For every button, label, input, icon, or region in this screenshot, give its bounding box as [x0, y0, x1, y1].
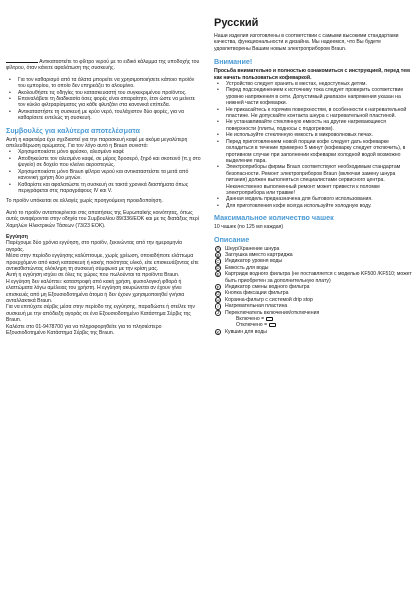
switch-on-line: Включено = — [214, 316, 412, 322]
list-item: K Кувшин для воды — [214, 329, 412, 335]
warranty-paragraph: Καλέστε στο 01-9478700 για να πληροφορηθείτε για το πλησιέστερο Εξουσιοδοτημένο Κατάστημα Σέρβις της Braun. — [6, 323, 162, 337]
ce-compliance-paragraph: Αυτό το προϊόν ανταποκρίνεται στις απαιτήσεις της Ευρωπαϊκής κοινότητας, όπως αυτές αναφέρονται στην οδηγία του Συμβουλίου 89/336/EOK και με τις διατάξεις περί Χαμηλών Ηλεκτρικών Τάσεων (73/23 EOK). — [6, 209, 199, 229]
letter-badge: G — [216, 291, 220, 297]
letter-badge: B — [216, 252, 220, 258]
attention-text: Просьба внимательно и полностью ознакомиться с инструкцией, перед тем как начать пользоваться кофеваркой. — [214, 68, 410, 81]
letter-badge: C — [216, 259, 220, 265]
letter-badge: I — [214, 303, 222, 309]
list-item: • Для приготовления кофе всегда используйте холодную воду. — [214, 203, 412, 209]
switch-on-icon — [266, 317, 273, 321]
underline-blank — [6, 58, 38, 63]
letter-badge: H — [216, 297, 220, 303]
list-item: • Αντικαταστήστε τη συσκευή με κρύο νερό, τουλάχιστον δύο φορές, για να καθαρίσετε εντελώς τη συσκευή. — [6, 109, 201, 122]
warranty-paragraph: Για να επιτύχετε σέρβις μέσα στην περίοδο της εγγύησης, παραδώστε ή στείλτε την συσκευή με την απόδειξη αγοράς σε ένα Εξουσιοδοτημένο Κατάστημα Σέρβις της Braun. — [6, 304, 195, 324]
list-item: A Шнур/Хранение шнура — [214, 246, 412, 252]
letter-badge: F — [216, 284, 220, 290]
filter-intro: Αντικαταστείτε το φίλτρο νερού με το ειδικό κάλυμμα της υποδοχής του φίλτρου, όταν κάνετε αφαλάτωση της συσκευής. — [6, 59, 200, 72]
notice-paragraph: Το προϊόν υπόκειται σε αλλαγές χωρίς προηγούμενη προειδοποίηση. — [6, 198, 163, 205]
list-item: • Перед приготовлением новой порции кофе следует дать кофеварке охладиться в течение примерно 5 минут (кофеварку следует отключить), в противном случае при заполнении кофеварки холодной водой возможно выделение пара. — [214, 139, 412, 165]
safety-bullets — [214, 81, 412, 209]
list-item: • Αποθηκεύστε τον αλεσμένο καφέ, σε μέρος δροσερό, ξηρό και σκοτεινό (π.χ στο ψυγείο) σε δοχείο που κλείνει αεροστεγώς. — [6, 156, 201, 169]
description-heading: Описание — [214, 234, 250, 244]
list-item: G Кнопка фиксации фильтра — [214, 290, 412, 296]
list-item: • Не устанавливайте стеклянную емкость на другие нагревающиеся поверхности (плиты, подносы с подогревом). — [214, 119, 412, 132]
list-item: • Χρησιμοποιείστε μόνο Braun φίλτρα νερού και αντικαταστείστε τα μετά από κανονική χρήση δύο μηνών. — [6, 169, 201, 182]
max-cups-text: 10 чашек (по 125 мл каждая) — [214, 224, 284, 231]
greek-column — [6, 0, 201, 336]
list-item: D Емкость для воды — [214, 265, 412, 271]
list-item: F Индикатор смены водного фильтра — [214, 284, 412, 290]
list-item: E Картридж водного фильтра (не поставляется с моделью KF500 /KF510; может быть приобретен за дополнительную плату) — [214, 271, 412, 284]
list-item: • Данная модель предназначена для бытового использования. — [214, 196, 412, 202]
letter-badge: A — [216, 246, 220, 252]
warranty-paragraph: Η εγγύηση δεν καλύπτει: καταστροφή από κακή χρήση, φυσιολογική φθορά ή ελαττώματα λόγω αμέλειας του χρήστη. Η εγγύηση ακυρώνεται αν έχουν γίνει επισκευές από μη Εξουσιοδοτημένα άτομα ή δεν έχουν χρησιμοποιηθεί γνήσια ανταλλακτικά Braun. — [6, 278, 185, 304]
list-item: • Ακολουθήστε τις οδηγίες του κατασκευαστή του συγκεκριμένου προϊόντος. — [6, 90, 201, 96]
letter-badge: J — [216, 310, 220, 316]
page-title: Русский — [214, 17, 259, 29]
warranty-paragraph: Παρέχουμε δύο χρόνια εγγύηση, στο προϊόν, ξεκινώντας από την ημερομηνία αγοράς. — [6, 240, 182, 253]
list-item: • Χρησιμοποιείστε μόνο φρέσκο, αλεσμένο καφέ — [6, 149, 201, 155]
warranty-heading: Εγγύηση — [6, 233, 28, 240]
list-item: H Корзина-фильтр с системой drip stop — [214, 297, 412, 303]
list-item: I Нагревательная пластина — [214, 303, 412, 309]
letter-badge: D — [216, 265, 220, 271]
list-item: C Индикатор уровня воды — [214, 258, 412, 264]
list-item: B Заглушка вместо картриджа — [214, 252, 412, 258]
parts-list — [214, 246, 412, 336]
list-item: • Καθαρίστε και αφαλατώστε τη συσκευή σε τακτά χρονικά διαστήματα όπως περιγράφεται στις παραγράφους IV και V. — [6, 182, 201, 195]
switch-off-icon — [269, 323, 276, 327]
list-item: • Επαναλάβετε τη διαδικασία όσες φορές είναι απαραίτητο, έτσι ώστε να μείνετε τον κύκλο φιλτραρίσματος για κάθε φλυτζάνι στα κανονικά επίπεδα. — [6, 96, 201, 109]
tips-heading: Συμβουλές για καλύτερα αποτελέσματα — [6, 125, 140, 135]
warranty-paragraph: Μέσα στην περίοδο εγγύησης καλύπτουμε, χωρίς χρέωση, οποιαδήποτε ελάττωμα προερχόμενο από κακή κατασκευή ή κακής ποιότητας υλικό, είτε επισκευάζοντας είτε αντικαθιστώντας ολόκληρη τη συσκευή σύμφωνα με την κρίση μας. — [6, 253, 199, 272]
letter-badge: K — [216, 329, 220, 335]
list-item: • Перед подсоединением к источнику тока следует проверить соответствие уровню напряжения в сети. Допустимый диапазон напряжения указан на нижней части кофеварки. — [214, 87, 412, 106]
max-cups-heading: Максимальное количество чашек — [214, 213, 334, 223]
list-item: • Электроприборы фирмы Braun соответствуют необходимым стандартам безопасности. Ремонт электроприборов Braun (включая замену шнура питания) должен выполняться специалистами сервисного центра. Некачественно выполненный ремонт может привести к поломке электроприбора или травме! — [214, 164, 412, 196]
russian-column — [214, 0, 412, 335]
list-item: • Не прикасайтесь к горячим поверхностям, в особенности к нагревательной пластине. Не допускайте контакта шнура с нагревательной пластиной. — [214, 107, 412, 120]
letter-badge: E — [216, 271, 220, 277]
switch-off-line: Отключено = — [214, 322, 412, 328]
attention-heading: Внимание! — [214, 57, 253, 67]
intro-paragraph: Наши изделия изготовлены в соответствии с самыми высокими стандартами качества, функциональности и дизайна. Мы надеемся, что Вы будете удовлетворены Вашим новым электроприбором Braun. — [214, 33, 399, 52]
tips-bullets — [6, 149, 201, 194]
warranty-paragraph: Αυτή η εγγύηση ισχύει σε όλες τις χώρες που πωλούνται τα προϊόντα Braun. — [6, 272, 180, 279]
list-item: • Για τον καθαρισμό από τα άλατα μπορείτε να χρησιμοποιήσετε κάποιο προϊόν του εμπορίου, το οποίο δεν επηρεάζει το αλουμίνιο. — [6, 77, 201, 90]
descaling-bullets — [6, 77, 201, 122]
list-item: • Не используйте стеклянную емкость в микроволновых печах. — [214, 132, 412, 138]
list-item: • Устройство следует хранить в местах, недоступных детям. — [214, 81, 412, 87]
tips-intro: Αυτή η καφετιέρα έχει σχεδιαστεί για την παρασκευή καφέ με ακόμα μεγαλύτερη απελευθέρωση αρώματος. Για τον λόγο αυτό η Braun συνιστά: — [6, 136, 188, 150]
list-item: J Переключатель включения/отключения — [214, 310, 412, 316]
